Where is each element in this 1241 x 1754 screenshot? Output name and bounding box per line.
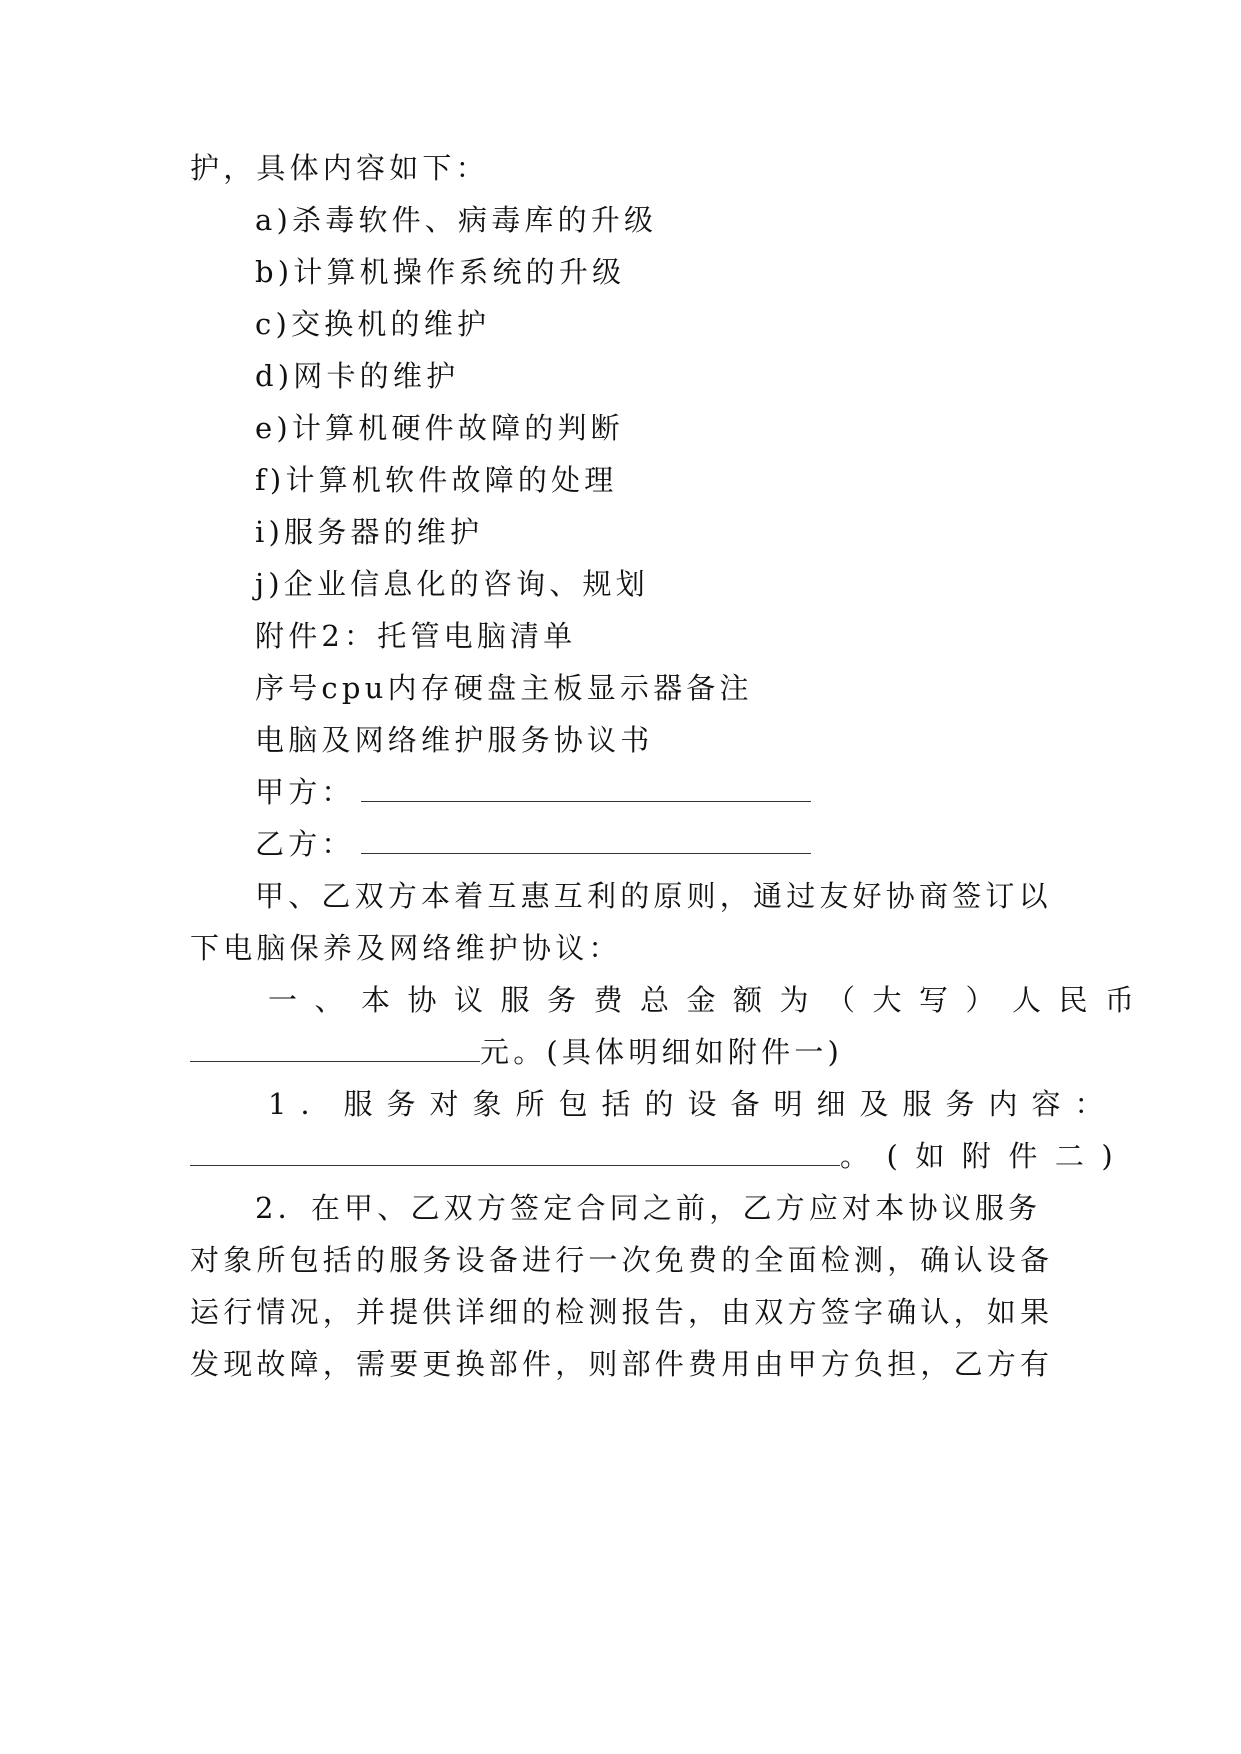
clause-1-line: 1．服务对象所包括的设备明细及服务内容： xyxy=(268,1087,1118,1121)
party-a-line xyxy=(255,772,811,812)
list-item: e)计算机硬件故障的判断 xyxy=(255,411,624,445)
clause-one-line: 一、本协议服务费总金额为（大写）人民币 xyxy=(268,983,1152,1017)
paragraph-line: 对象所包括的服务设备进行一次免费的全面检测，确认设备 xyxy=(190,1243,1054,1277)
paragraph-line: 运行情况，并提供详细的检测报告，由双方签字确认，如果 xyxy=(190,1295,1054,1329)
paragraph-line: 发现故障，需要更换部件，则部件费用由甲方负担，乙方有 xyxy=(190,1347,1054,1381)
clause-1-blank-line xyxy=(190,1136,1130,1176)
paragraph-line: 甲、乙双方本着互惠互利的原则，通过友好协商签订以 xyxy=(255,879,1052,913)
list-item: c)交换机的维护 xyxy=(255,307,491,341)
equipment-blank xyxy=(190,1137,840,1166)
amount-blank xyxy=(190,1033,480,1062)
paragraph-line: 护，具体内容如下： xyxy=(190,151,489,185)
list-item: a)杀毒软件、病毒库的升级 xyxy=(255,203,658,237)
list-item: j)企业信息化的咨询、规划 xyxy=(255,567,649,601)
list-item: b)计算机操作系统的升级 xyxy=(255,255,626,289)
party-b-blank xyxy=(361,825,811,854)
clause-one-amount-line xyxy=(190,1032,843,1072)
party-a-blank xyxy=(361,773,811,802)
equipment-suffix: 。(如附件二) xyxy=(840,1139,1131,1173)
party-b-line xyxy=(255,824,811,864)
paragraph-line: 下电脑保养及网络维护协议： xyxy=(190,931,622,965)
list-item: d)网卡的维护 xyxy=(255,359,460,393)
party-a-label: 甲方： xyxy=(255,775,355,809)
agreement-title: 电脑及网络维护服务协议书 xyxy=(255,723,654,757)
attachment-title: 附件2：托管电脑清单 xyxy=(255,619,577,653)
list-item: i)服务器的维护 xyxy=(255,515,484,549)
paragraph-line: 2．在甲、乙双方签定合同之前，乙方应对本协议服务 xyxy=(255,1191,1042,1225)
table-header-line: 序号cpu内存硬盘主板显示器备注 xyxy=(255,671,753,705)
party-b-label: 乙方： xyxy=(255,827,355,861)
list-item: f)计算机软件故障的处理 xyxy=(255,463,618,497)
amount-suffix: 元。(具体明细如附件一) xyxy=(480,1035,844,1069)
